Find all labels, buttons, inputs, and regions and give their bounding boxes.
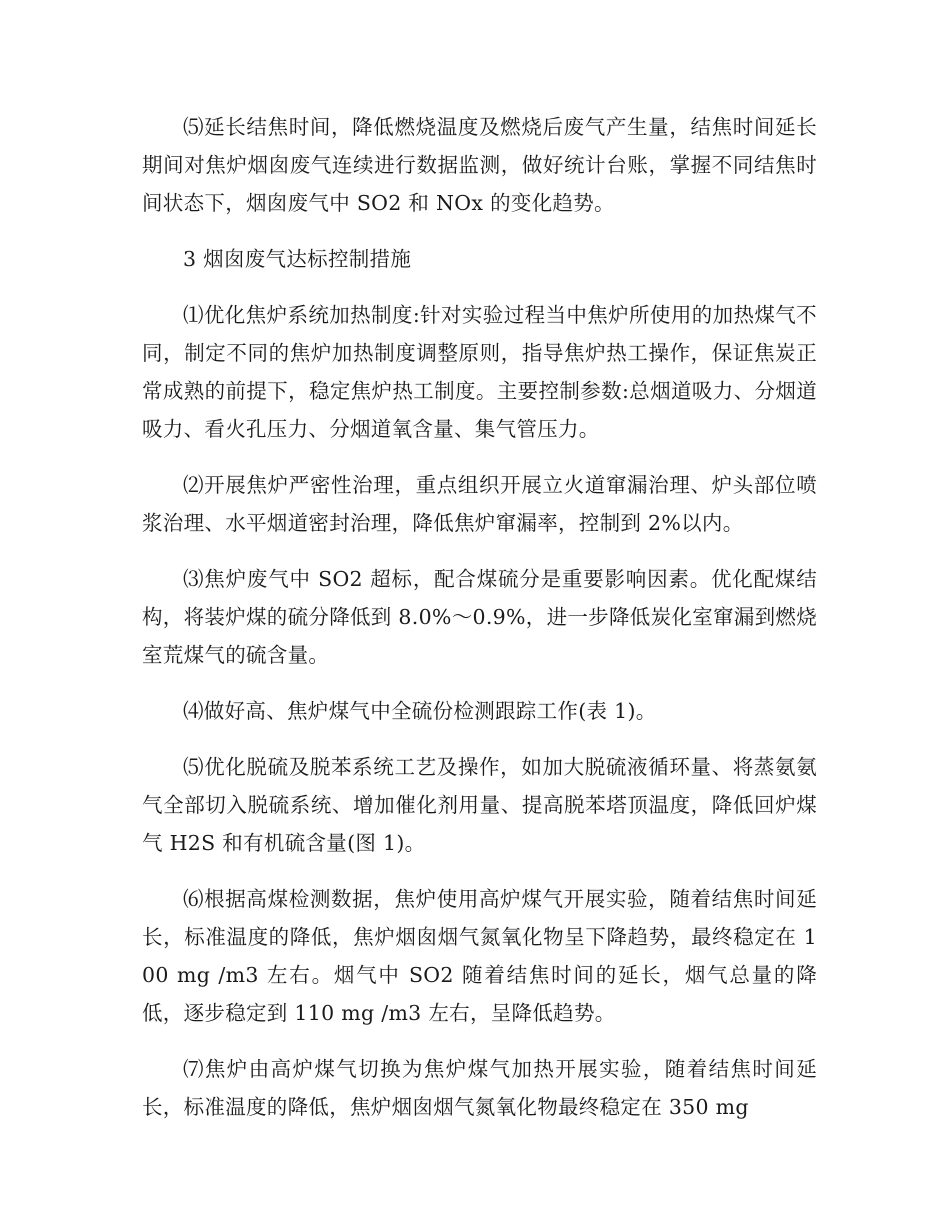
paragraph-2-tightness-treatment: ⑵开展焦炉严密性治理，重点组织开展立火道窜漏治理、炉头部位喷浆治理、水平烟道密封治理，降低焦炉窜漏率，控制到 2%以内。 — [142, 473, 817, 535]
paragraph-3-sulfur-control: ⑶焦炉废气中 SO2 超标，配合煤硫分是重要影响因素。优化配煤结构，将装炉煤的硫分降低到 8.0%～0.9%，进一步降低炭化室窜漏到燃烧室荒煤气的硫含量。 — [142, 567, 817, 667]
paragraph-5-extend-coking-time: ⑸延长结焦时间，降低燃烧温度及燃烧后废气产生量，结焦时间延长期间对焦炉烟囱废气连续进行数据监测，做好统计台账，掌握不同结焦时间状态下，烟囱废气中 SO2 和 NOx 的变化趋势。 — [142, 115, 817, 215]
paragraph-4-sulfur-detection: ⑷做好高、焦炉煤气中全硫份检测跟踪工作(表 1)。 — [183, 699, 657, 723]
section-heading-3: 3 烟囱废气达标控制措施 — [183, 247, 412, 271]
paragraph-5-desulfurization: ⑸优化脱硫及脱苯系统工艺及操作，如加大脱硫液循环量、将蒸氨氨气全部切入脱硫系统、增加催化剂用量、提高脱苯塔顶温度，降低回炉煤气 H2S 和有机硫含量(图 1)。 — [142, 755, 817, 855]
document-body — [142, 108, 817, 1144]
paragraph-7-coke-oven-gas: ⑺焦炉由高炉煤气切换为焦炉煤气加热开展实验，随着结焦时间延长，标准温度的降低，焦炉烟囱烟气氮氧化物最终稳定在 350 mg — [142, 1057, 817, 1119]
paragraph-1-heating-system: ⑴优化焦炉系统加热制度:针对实验过程当中焦炉所使用的加热煤气不同，制定不同的焦炉加热制度调整原则，指导焦炉热工操作，保证焦炭正常成熟的前提下，稳定焦炉热工制度。主要控制参数:总烟道吸力、分烟道吸力、看火孔压力、分烟道氧含量、集气管压力。 — [142, 303, 817, 441]
paragraph-6-blast-furnace-gas: ⑹根据高煤检测数据，焦炉使用高炉煤气开展实验，随着结焦时间延长，标准温度的降低，焦炉烟囱烟气氮氧化物呈下降趋势，最终稳定在 100 mg /m3 左右。烟气中 SO2 随着结焦时间的延长，烟气总量的降低，逐步稳定到 110 mg /m3 左右，呈降低趋势。 — [142, 887, 817, 1025]
